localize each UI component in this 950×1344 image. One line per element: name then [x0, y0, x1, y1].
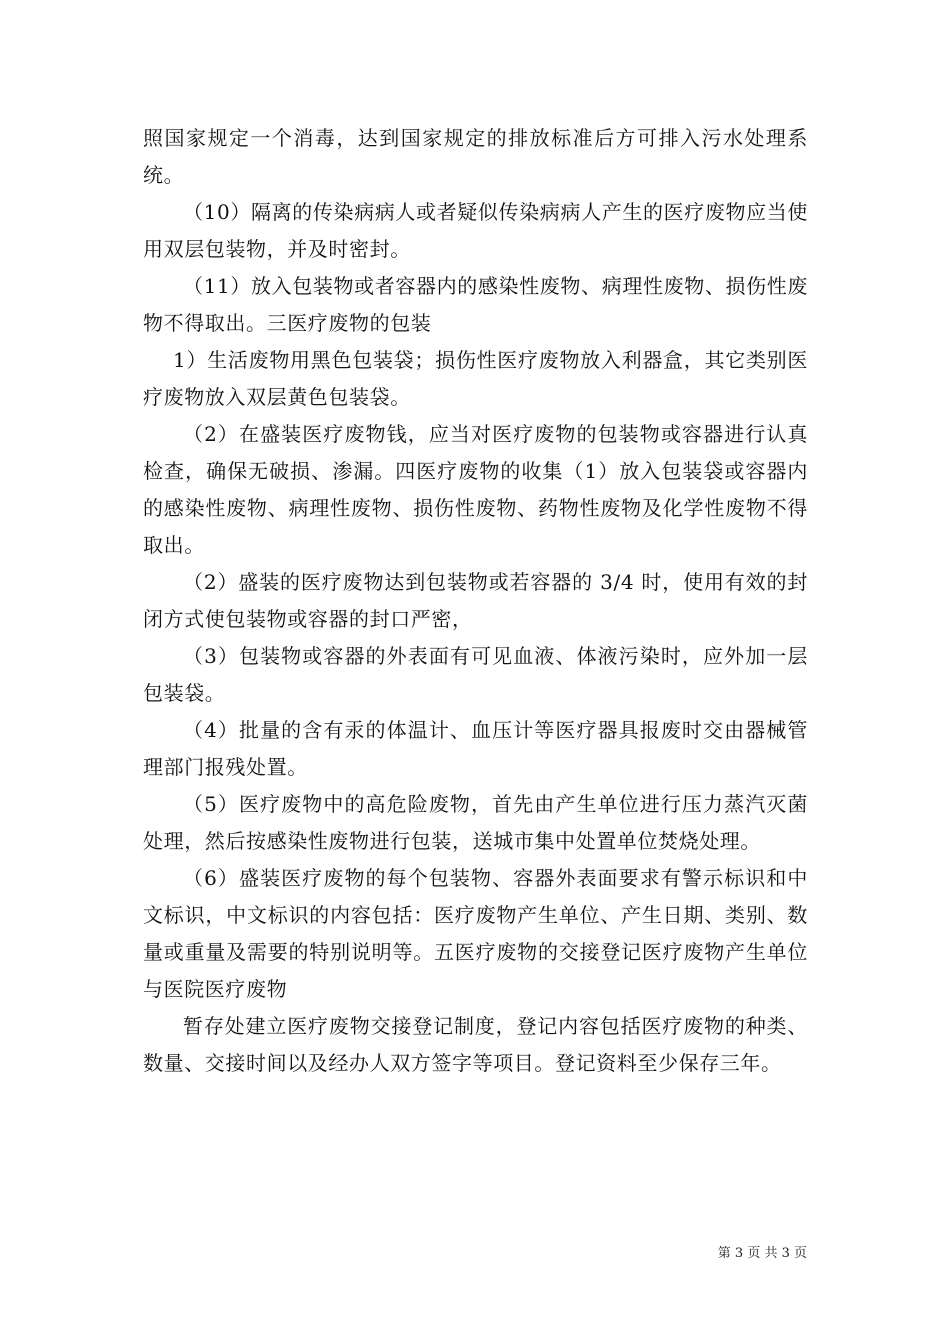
- paragraph-4: 1）生活废物用黑色包装袋；损伤性医疗废物放入利器盒，其它类别医疗废物放入双层黄色包装袋。: [143, 348, 808, 409]
- paragraph-10: （6）盛装医疗废物的每个包装物、容器外表面要求有警示标识和中文标识，中文标识的内容包括：医疗废物产生单位、产生日期、类别、数量或重量及需要的特别说明等。五医疗废物的交接登记医疗废物产生单位与医院医疗废物: [143, 866, 808, 1001]
- paragraph-3: （11）放入包装物或者容器内的感染性废物、病理性废物、损伤性废物不得取出。三医疗废物的包装: [143, 274, 808, 335]
- paragraph-1: 照国家规定一个消毒，达到国家规定的排放标准后方可排入污水处理系统。: [143, 126, 808, 187]
- document-body: [143, 120, 808, 1082]
- paragraph-7: （3）包装物或容器的外表面有可见血液、体液污染时，应外加一层包装袋。: [143, 644, 808, 705]
- paragraph-6: （2）盛装的医疗废物达到包装物或若容器的 3/4 时，使用有效的封闭方式使包装物或容器的封口严密，: [143, 570, 808, 631]
- page-number-footer: 第 3 页 共 3 页: [717, 1246, 807, 1261]
- paragraph-2: （10）隔离的传染病病人或者疑似传染病病人产生的医疗废物应当使用双层包装物，并及时密封。: [143, 200, 808, 261]
- paragraph-11: 暂存处建立医疗废物交接登记制度，登记内容包括医疗废物的种类、数量、交接时间以及经办人双方签字等项目。登记资料至少保存三年。: [143, 1014, 808, 1075]
- paragraph-5: （2）在盛装医疗废物钱，应当对医疗废物的包装物或容器进行认真检查，确保无破损、渗漏。四医疗废物的收集（1）放入包装袋或容器内的感染性废物、病理性废物、损伤性废物、药物性废物及化学性废物不得取出。: [143, 422, 808, 557]
- paragraph-9: （5）医疗废物中的高危险废物，首先由产生单位进行压力蒸汽灭菌处理，然后按感染性废物进行包装，送城市集中处置单位焚烧处理。: [143, 792, 808, 853]
- paragraph-8: （4）批量的含有汞的体温计、血压计等医疗器具报废时交由器械管理部门报残处置。: [143, 718, 808, 779]
